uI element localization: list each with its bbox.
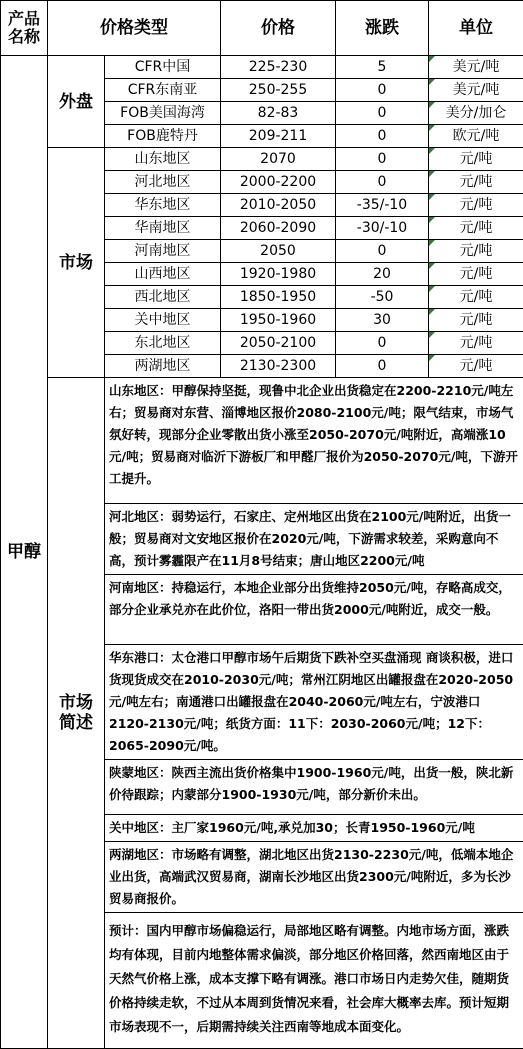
row-type: FOB美国海湾 [105, 102, 221, 125]
row-change: 0 [336, 240, 429, 263]
row-price: 225-230 [221, 56, 336, 79]
group-foreign: 外盘 [48, 56, 105, 148]
row-change: 5 [336, 56, 429, 79]
row-change: -30/-10 [336, 217, 429, 240]
row-unit: 元/吨 [429, 171, 523, 194]
row-unit: 美元/吨 [429, 79, 523, 102]
group-summary: 市场简述 [48, 378, 105, 1049]
row-change: 0 [336, 171, 429, 194]
row-type: 两湖地区 [105, 355, 221, 378]
row-unit: 元/吨 [429, 263, 523, 286]
summary-text: 陕蒙地区：陕西主流出货价格集中1900-1960元/吨，出货一般，陕北新价待跟踪；内蒙部分1900-1930元/吨，部分新价未出。 [105, 760, 523, 815]
row-unit: 元/吨 [429, 240, 523, 263]
row-type: 山东地区 [105, 148, 221, 171]
row-type: FOB鹿特丹 [105, 125, 221, 148]
row-type: 河南地区 [105, 240, 221, 263]
row-type: 山西地区 [105, 263, 221, 286]
header-product: 产品名称 [1, 1, 48, 56]
row-type: 东北地区 [105, 332, 221, 355]
row-price: 1920-1980 [221, 263, 336, 286]
row-change: 20 [336, 263, 429, 286]
header-type: 价格类型 [48, 1, 221, 56]
row-type: 关中地区 [105, 309, 221, 332]
row-unit: 美元/吨 [429, 56, 523, 79]
row-change: -50 [336, 286, 429, 309]
row-change: 0 [336, 148, 429, 171]
table-row [1, 56, 523, 79]
row-change: 30 [336, 309, 429, 332]
summary-text: 两湖地区：市场略有调整，湖北地区出货2130-2230元/吨，低端本地企业出货，高端武汉贸易商，湖南长沙地区出货2300元/吨附近，多为长沙贸易商报价。 [105, 842, 523, 913]
row-unit: 元/吨 [429, 286, 523, 309]
product-name: 甲醇 [1, 56, 48, 1049]
row-change: 0 [336, 125, 429, 148]
row-price: 2010-2050 [221, 194, 336, 217]
row-price: 1950-1960 [221, 309, 336, 332]
row-change: 0 [336, 102, 429, 125]
header-unit: 单位 [429, 1, 523, 56]
row-type: 西北地区 [105, 286, 221, 309]
header-price: 价格 [221, 1, 336, 56]
row-price: 2060-2090 [221, 217, 336, 240]
summary-text: 华东港口：太仓港口甲醇市场午后期货下跌补空买盘涌现 商谈积极，进口货现货成交在2010-2030元/吨；常州江阴地区出罐报盘在2020-2050元/吨左右；南通港口出罐报盘在2040-2060元/吨左右，宁波港口2120-2130元/吨；纸货方面：11下：2030-2060元/吨；12下：2065-2090元/吨。 [105, 645, 523, 760]
row-price: 2000-2200 [221, 171, 336, 194]
row-change: 0 [336, 79, 429, 102]
row-change: -35/-10 [336, 194, 429, 217]
row-unit: 元/吨 [429, 217, 523, 240]
summary-row [1, 378, 523, 504]
row-unit: 元/吨 [429, 355, 523, 378]
row-price: 2050-2100 [221, 332, 336, 355]
row-price: 2130-2300 [221, 355, 336, 378]
summary-text: 关中地区：主厂家1960元/吨,承兑加30；长青1950-1960元/吨 [105, 815, 523, 842]
summary-text: 山东地区：甲醇保持坚挺，现鲁中北企业出货稳定在2200-2210元/吨左右；贸易商对东营、淄博地区报价2080-2100元/吨；限气结束，市场气氛好转，现部分企业零散出货小涨至2050-2070元/吨附近，高端涨10元/吨；贸易商对临沂下游板厂和甲醛厂报价为2050-2070元/吨，下游开工提升。 [105, 378, 523, 504]
row-type: CFR东南亚 [105, 79, 221, 102]
row-price: 1850-1950 [221, 286, 336, 309]
header-change: 涨跌 [336, 1, 429, 56]
row-type: 华东地区 [105, 194, 221, 217]
row-price: 250-255 [221, 79, 336, 102]
summary-text: 河南地区：持稳运行，本地企业部分出货维持2050元/吨，存略高成交，部分企业承兑亦在此价位，洛阳一带出货2000元/吨附近，成交一般。 [105, 575, 523, 645]
row-type: CFR中国 [105, 56, 221, 79]
row-unit: 元/吨 [429, 332, 523, 355]
summary-text: 预计：国内甲醇市场偏稳运行，局部地区略有调整。内地市场方面，涨跌均有体现，目前内地整体需求偏淡，部分地区价格回落，然西南地区由于天然气价格上涨，成本支撑下略有调涨。港口市场日内走势欠佳，随期货价格持续走软，不过从本周到货情况来看，社会库大概率去库。预计短期市场表现不一，后期需持续关注西南等地成本面变化。 [105, 913, 523, 1049]
row-price: 209-211 [221, 125, 336, 148]
row-price: 82-83 [221, 102, 336, 125]
row-change: 0 [336, 332, 429, 355]
row-type: 华南地区 [105, 217, 221, 240]
row-unit: 美分/加仑 [429, 102, 523, 125]
row-unit: 欧元/吨 [429, 125, 523, 148]
row-price: 2070 [221, 148, 336, 171]
group-market: 市场 [48, 148, 105, 378]
row-price: 2050 [221, 240, 336, 263]
row-unit: 元/吨 [429, 309, 523, 332]
summary-text: 河北地区：弱势运行，石家庄、定州地区出货在2100元/吨附近，出货一般；贸易商对文安地区报价在2020元/吨，下游需求较差，采购意向不高，预计雾霾限产在11月8号结束；唐山地区2200元/吨 [105, 504, 523, 575]
table-row [1, 148, 523, 171]
row-type: 河北地区 [105, 171, 221, 194]
row-change: 0 [336, 355, 429, 378]
row-unit: 元/吨 [429, 148, 523, 171]
row-unit: 元/吨 [429, 194, 523, 217]
